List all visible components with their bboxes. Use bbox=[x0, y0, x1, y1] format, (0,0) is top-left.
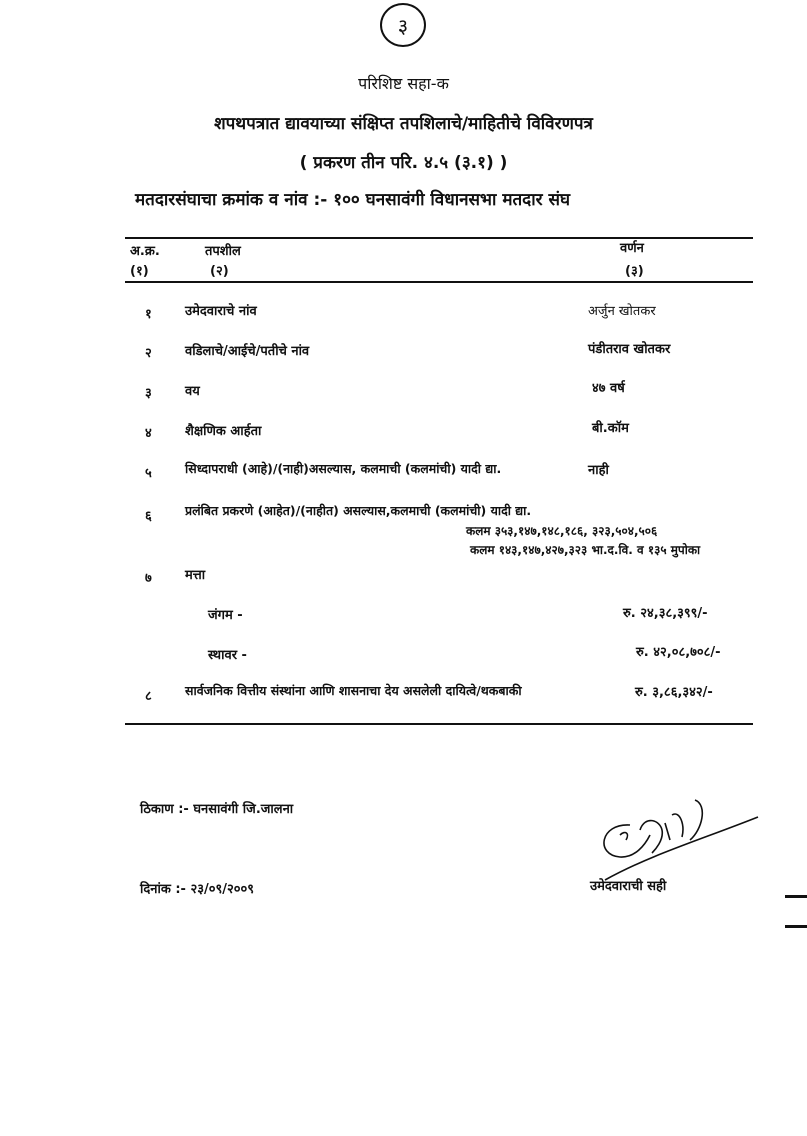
row-no: ७ bbox=[145, 571, 152, 586]
row-value: नाही bbox=[588, 463, 609, 478]
col-header-desc-num: (३) bbox=[625, 264, 644, 279]
table-bottom-rule bbox=[125, 723, 753, 725]
row-detail: स्थावर - bbox=[208, 648, 247, 663]
scan-edge-mark bbox=[785, 895, 807, 898]
page-number-text: ३ bbox=[397, 13, 409, 38]
row-no: ६ bbox=[145, 509, 152, 524]
row-no: ८ bbox=[145, 689, 152, 704]
table-header-rule bbox=[125, 281, 753, 283]
row-detail: प्रलंबित प्रकरणे (आहेत)/(नाहीत) असल्यास,कलमाची (कलमांची) यादी द्या. bbox=[185, 503, 532, 518]
row-no: ४ bbox=[145, 426, 152, 441]
row-no: २ bbox=[145, 346, 152, 361]
document-title: शपथपत्रात द्यावयाच्या संक्षिप्त तपशिलाचे/माहितीचे विविरणपत्र bbox=[214, 114, 593, 134]
row-detail: वडिलाचे/आईचे/पतीचे नांव bbox=[185, 344, 310, 359]
col-header-detail-num: (२) bbox=[210, 264, 229, 279]
row-detail: जंगम - bbox=[208, 608, 243, 623]
row-detail: उमेदवाराचे नांव bbox=[185, 304, 257, 319]
signature-label: उमेदवाराची सही bbox=[590, 879, 667, 894]
row-value: रु. २४,३८,३९९/- bbox=[623, 606, 708, 621]
row-value: रु. ३,८६,३४२/- bbox=[635, 685, 713, 700]
place: ठिकाण :- घनसावंगी जि.जालना bbox=[140, 802, 294, 817]
row-value: बी.कॉम bbox=[592, 421, 629, 436]
annex-title: परिशिष्ट सहा-क bbox=[358, 74, 449, 93]
row-detail: सार्वजनिक वित्तीय संस्थांना आणि शासनाचा देय असलेली दायित्वे/थकबाकी bbox=[185, 683, 522, 698]
row-detail: मत्ता bbox=[185, 568, 206, 583]
chapter-ref: ( प्रकरण तीन परि. ४.५ (३.१) ) bbox=[299, 153, 508, 173]
row-detail: शैक्षणिक आर्हता bbox=[185, 424, 262, 439]
row-value: अर्जुन खोतकर bbox=[588, 304, 656, 319]
row-detail: वय bbox=[185, 384, 200, 399]
date: दिनांक :- २३/०९/२००९ bbox=[140, 882, 255, 897]
row-no: ५ bbox=[145, 466, 152, 481]
scan-edge-mark bbox=[785, 925, 807, 928]
row-value: ४७ वर्ष bbox=[592, 381, 625, 396]
col-header-desc: वर्णन bbox=[620, 241, 644, 256]
row-no: १ bbox=[145, 307, 152, 322]
row-detail: सिध्दापराधी (आहे)/(नाही)असल्यास, कलमाची (कलमांची) यादी द्या. bbox=[185, 461, 502, 476]
col-header-sr: अ.क्र. bbox=[130, 244, 160, 259]
page-number bbox=[380, 3, 426, 47]
row-no: ३ bbox=[145, 386, 152, 401]
row-value: रु. ४२,०८,७०८/- bbox=[636, 645, 721, 660]
col-header-detail: तपशील bbox=[205, 244, 241, 259]
col-header-sr-num: (१) bbox=[130, 264, 149, 279]
row-value-line: कलम ३५३,१४७,१४८,१८६, ३२३,५०४,५०६ bbox=[466, 524, 658, 538]
row-value: पंडीतराव खोतकर bbox=[588, 342, 671, 357]
constituency: मतदारसंघाचा क्रमांक व नांव :- १०० घनसावंगी विधानसभा मतदार संघ bbox=[135, 190, 571, 210]
signature-icon bbox=[590, 795, 770, 885]
table-top-rule bbox=[125, 237, 753, 239]
row-value-line: कलम १४३,१४७,४२७,३२३ भा.द.वि. व १३५ मुपोका bbox=[470, 543, 701, 557]
